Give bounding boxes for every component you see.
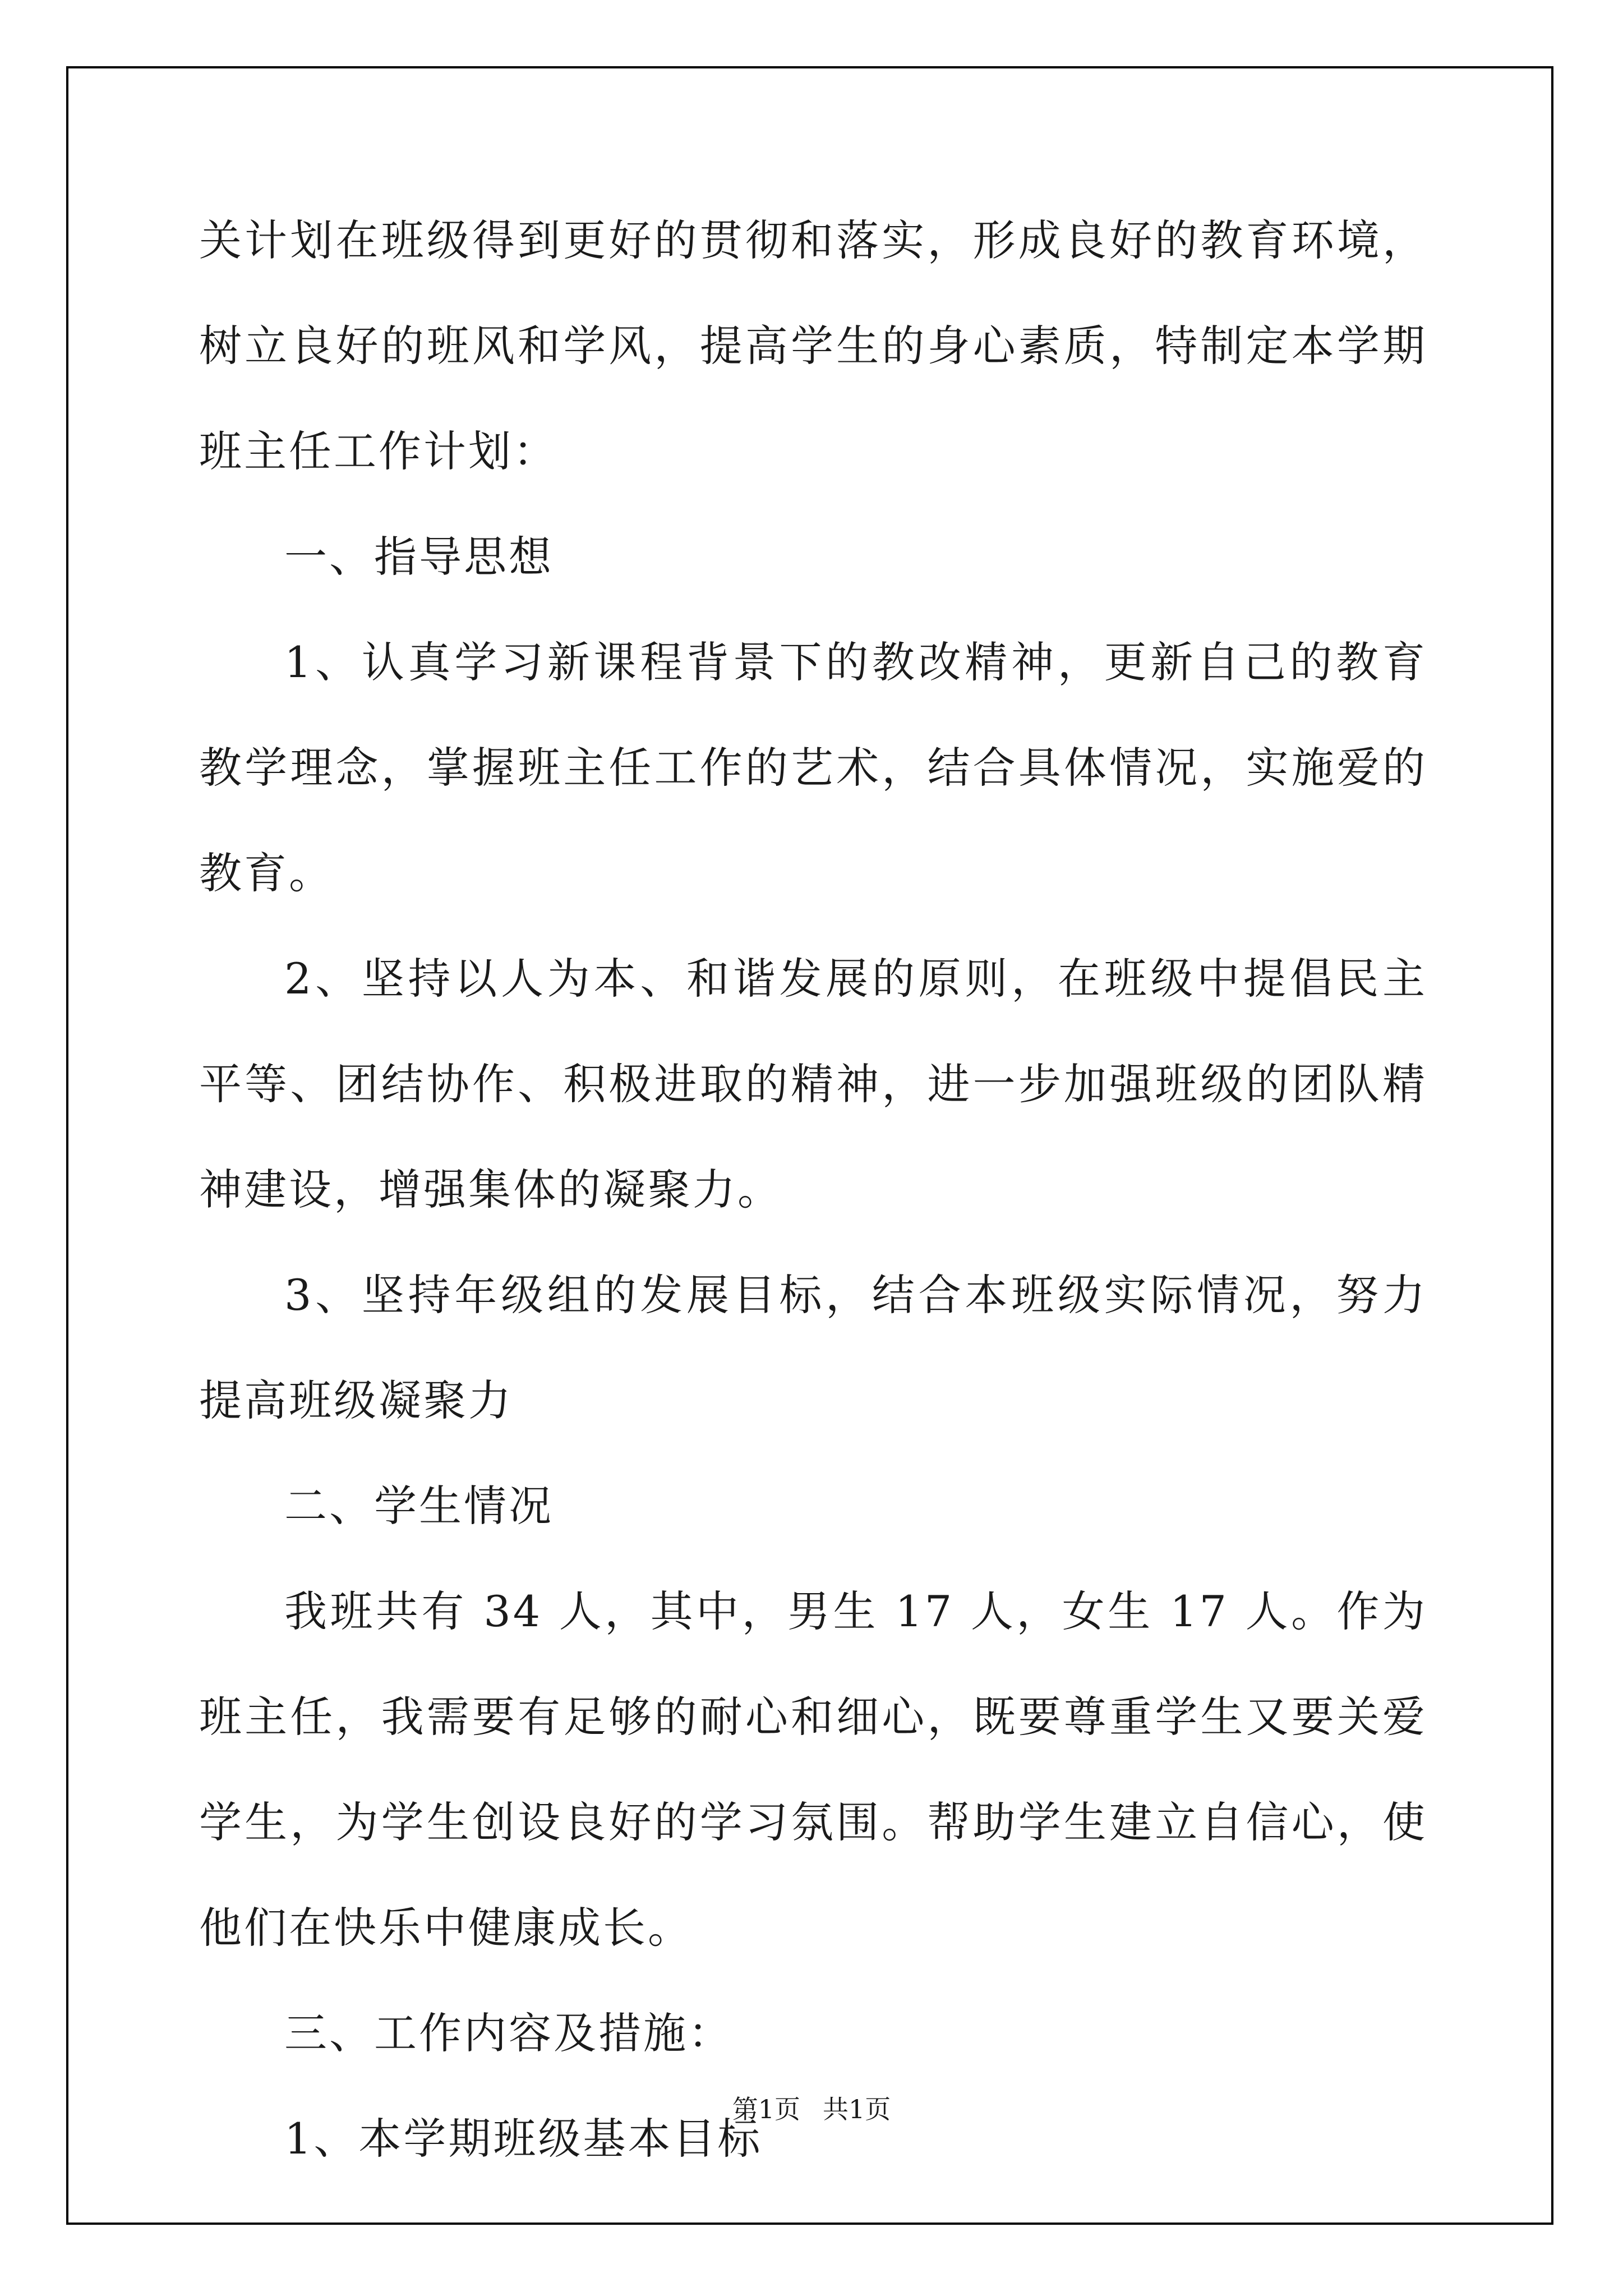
page-number: 第1页	[732, 2094, 800, 2124]
paragraph-intro: 关计划在班级得到更好的贯彻和落实，形成良好的教育环境，树立良好的班风和学风，提高学生的身心素质，特制定本学期班主任工作计划：	[199, 215, 1427, 476]
heading-work-content: 三、工作内容及措施：	[284, 2008, 733, 2058]
paragraph-student-situation: 我班共有 34 人，其中，男生 17 人，女生 17 人。作为班主任，我需要有足够的耐心和细心，既要尊重学生又要关爱学生，为学生创设良好的学习氛围。帮助学生建立自信心，使他们在快乐中健康成长。	[199, 1586, 1427, 1953]
document-body	[199, 188, 1427, 2192]
heading-student-situation: 二、学生情况	[284, 1481, 554, 1531]
page-total: 共1页	[823, 2094, 891, 2124]
paragraph-point-3: 3、坚持年级组的发展目标，结合本班级实际情况，努力提高班级凝聚力	[199, 1270, 1427, 1425]
paragraph-point-2: 2、坚持以人为本、和谐发展的原则，在班级中提倡民主平等、团结协作、积极进取的精神，进一步加强班级的团队精神建设，增强集体的凝聚力。	[199, 954, 1427, 1214]
paragraph-point-1: 1、认真学习新课程背景下的教改精神，更新自己的教育教学理念，掌握班主任工作的艺术，结合具体情况，实施爱的教育。	[199, 637, 1427, 898]
page-footer	[0, 2092, 1623, 2126]
paragraph-basic-goal: 1、本学期班级基本目标	[284, 2114, 763, 2164]
heading-guiding-ideology: 一、指导思想	[284, 532, 554, 582]
